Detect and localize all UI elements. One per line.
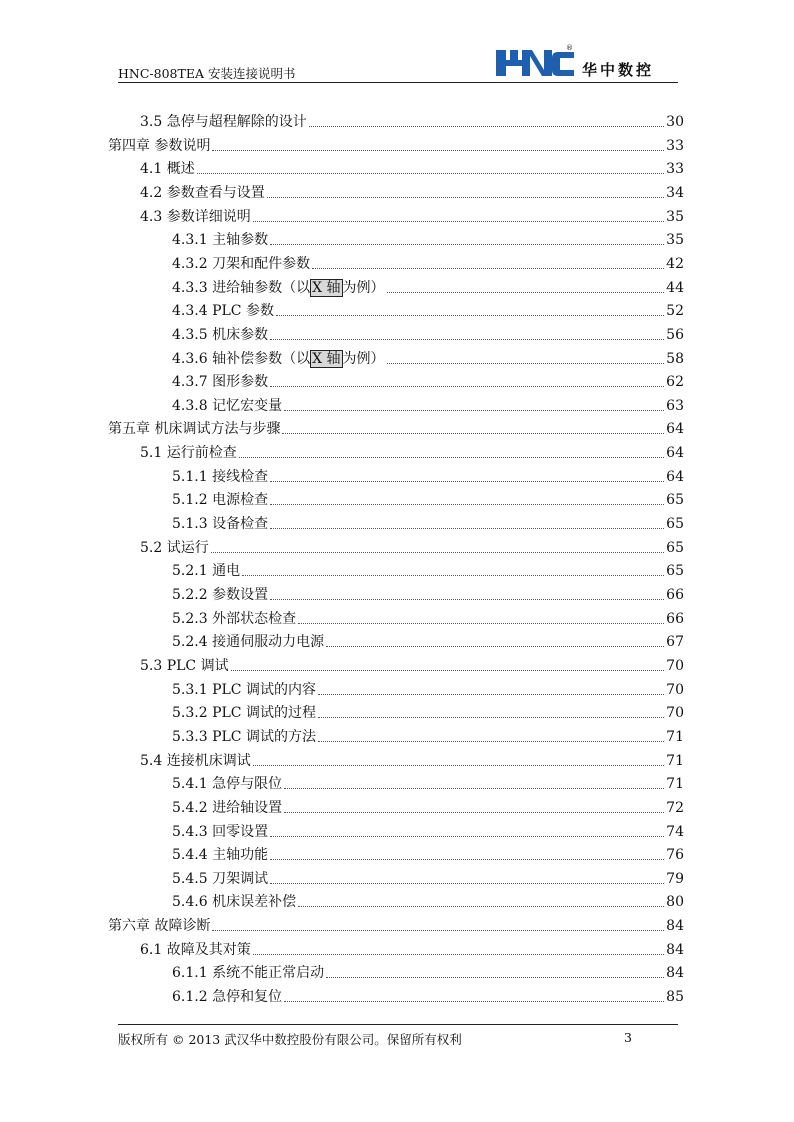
dot-leader <box>253 954 664 955</box>
toc-entry-page: 65 <box>666 516 684 533</box>
toc-entry-page: 71 <box>666 752 684 769</box>
toc-entry[interactable] <box>172 725 684 747</box>
toc-entry-label: 6.1.1 系统不能正常启动 <box>172 965 325 982</box>
hnc-logo-mark-icon <box>496 44 576 78</box>
dot-leader <box>284 410 664 411</box>
toc-entry-page: 64 <box>666 445 684 462</box>
toc-entry-page: 66 <box>666 610 684 627</box>
dot-leader <box>270 836 664 837</box>
toc-entry-page: 64 <box>666 468 684 485</box>
document-title: HNC-808TEA 安装连接说明书 <box>118 66 296 81</box>
dot-leader <box>231 670 665 671</box>
dot-leader <box>212 930 664 931</box>
toc-entry[interactable] <box>172 820 684 842</box>
toc-entry-page: 62 <box>666 374 684 391</box>
toc-entry[interactable] <box>172 796 684 818</box>
toc-entry-page: 84 <box>666 918 684 935</box>
toc-entry-label: 4.3.7 图形参数 <box>172 374 269 391</box>
toc-entry-page: 74 <box>666 823 684 840</box>
toc-entry-label: 4.3.1 主轴参数 <box>172 232 269 249</box>
toc-entry[interactable] <box>172 961 684 983</box>
toc-entry-label: 5.1 运行前检查 <box>140 445 237 462</box>
toc-entry-label: 5.3.1 PLC 调试的内容 <box>172 681 316 698</box>
toc-entry-label: 5.2.4 接通伺服动力电源 <box>172 634 325 651</box>
toc-entry-page: 58 <box>666 350 684 367</box>
toc-entry[interactable] <box>172 701 684 723</box>
header-rule <box>118 82 678 83</box>
toc-entry[interactable] <box>172 299 684 321</box>
toc-entry[interactable] <box>140 749 684 771</box>
toc-entry-label: 5.4.4 主轴功能 <box>172 847 269 864</box>
dot-leader <box>270 339 664 340</box>
toc-entry[interactable] <box>172 843 684 865</box>
toc-entry-label: 5.4 连接机床调试 <box>140 752 251 769</box>
dot-leader <box>270 528 664 529</box>
toc-entry-label: 4.1 概述 <box>140 161 195 178</box>
dot-leader <box>267 197 664 198</box>
toc-entry-page: 64 <box>666 421 684 438</box>
toc-entry[interactable] <box>172 867 684 889</box>
toc-entry[interactable] <box>140 205 684 227</box>
toc-entry[interactable] <box>172 985 684 1007</box>
toc-entry-page: 72 <box>666 799 684 816</box>
logo-text: 华中数控 <box>582 61 655 79</box>
dot-leader <box>284 812 664 813</box>
toc-entry[interactable] <box>172 559 684 581</box>
toc-entry-label: 5.4.5 刀架调试 <box>172 870 269 887</box>
toc-entry-label: 5.4.6 机床误差补偿 <box>172 894 297 911</box>
toc-entry-label: 4.3.8 记忆宏变量 <box>172 397 283 414</box>
footer-rule <box>118 1024 678 1025</box>
toc-entry-label: 5.2.3 外部状态检查 <box>172 610 297 627</box>
dot-leader <box>253 765 664 766</box>
dot-leader <box>270 481 664 482</box>
dot-leader <box>242 575 664 576</box>
dot-leader <box>270 504 664 505</box>
toc-entry-page: 35 <box>666 208 684 225</box>
toc-entry-page: 66 <box>666 587 684 603</box>
toc-entry-page: 63 <box>666 397 684 414</box>
page-number: 3 <box>624 1030 632 1045</box>
toc-entry[interactable] <box>172 347 684 369</box>
toc-entry[interactable] <box>108 914 684 936</box>
toc-entry-page: 34 <box>666 184 684 201</box>
toc-entry-label: 4.3 参数详细说明 <box>140 208 251 225</box>
toc-entry-page: 35 <box>666 232 684 249</box>
toc-entry-label: 4.3.6 轴补偿参数（以 X 轴 为例） <box>172 350 385 367</box>
copyright-text: 版权所有 © 2013 武汉华中数控股份有限公司。保留所有权利 <box>118 1032 462 1047</box>
toc-entry[interactable] <box>108 417 684 439</box>
toc-entry-page: 71 <box>666 728 684 745</box>
hnc-logo <box>496 40 681 82</box>
toc-entry[interactable] <box>172 276 684 298</box>
page-header <box>118 40 678 82</box>
dot-leader <box>211 552 664 553</box>
dot-leader <box>197 173 664 174</box>
dot-leader <box>270 859 664 860</box>
toc-entry[interactable] <box>172 370 684 392</box>
toc-entry-page: 52 <box>666 303 684 320</box>
toc-entry-page: 70 <box>666 705 684 722</box>
dot-leader <box>326 977 664 978</box>
toc-entry[interactable] <box>172 678 684 700</box>
toc-entry-label: 4.3.5 机床参数 <box>172 326 269 343</box>
toc-entry-page: 70 <box>666 657 684 674</box>
toc-entry-page: 33 <box>666 137 684 154</box>
toc-entry-page: 71 <box>666 776 684 793</box>
dot-leader <box>282 433 664 434</box>
dot-leader <box>270 883 664 884</box>
toc-entry-page: 67 <box>666 634 684 651</box>
toc-entry[interactable] <box>172 252 684 274</box>
toc-entry[interactable] <box>172 607 684 629</box>
dot-leader <box>270 599 664 600</box>
toc-entry-page: 76 <box>666 847 684 864</box>
toc-entry-page: 84 <box>666 941 684 958</box>
toc-entry[interactable] <box>172 228 684 250</box>
toc-entry-label: 5.1.2 电源检查 <box>172 492 269 509</box>
toc-entry-label: 5.3.2 PLC 调试的过程 <box>172 705 316 722</box>
toc-entry-label: 5.4.2 进给轴设置 <box>172 799 283 816</box>
toc-entry-label: 第五章 机床调试方法与步骤 <box>108 421 281 438</box>
toc-entry[interactable] <box>172 465 684 487</box>
toc-entry-page: 30 <box>666 114 684 130</box>
toc-entry-label: 5.3 PLC 调试 <box>140 657 229 674</box>
highlighted-term: X 轴 <box>312 279 341 296</box>
toc-entry[interactable] <box>140 654 684 676</box>
toc-entry-page: 85 <box>666 989 684 1006</box>
dot-leader <box>298 623 664 624</box>
dot-leader <box>253 221 664 222</box>
toc-entry-page: 65 <box>666 539 684 556</box>
toc-entry[interactable] <box>172 890 684 912</box>
toc-entry-label: 5.2.1 通电 <box>172 563 241 580</box>
toc-entry-label: 4.3.3 进给轴参数（以 X 轴 为例） <box>172 279 385 296</box>
toc-entry-page: 44 <box>666 279 684 296</box>
dot-leader <box>276 315 664 316</box>
toc-entry-label: 5.4.3 回零设置 <box>172 823 269 840</box>
dot-leader <box>309 126 664 127</box>
toc-entry[interactable] <box>140 938 684 960</box>
toc-entry[interactable] <box>108 134 684 156</box>
toc-entry[interactable] <box>140 110 684 132</box>
toc-entry-label: 第六章 故障诊断 <box>108 918 211 935</box>
dot-leader <box>318 694 664 695</box>
dot-leader <box>387 363 665 364</box>
dot-leader <box>270 244 664 245</box>
toc-entry[interactable] <box>172 488 684 510</box>
toc-entry[interactable] <box>172 772 684 794</box>
toc-entry-page: 84 <box>666 965 684 982</box>
dot-leader <box>239 457 664 458</box>
toc-entry-label: 6.1 故障及其对策 <box>140 941 251 958</box>
toc-entry-label: 5.2 试运行 <box>140 539 209 556</box>
toc-entry-label: 5.4.1 急停与限位 <box>172 776 283 793</box>
toc-entry-page: 80 <box>666 894 684 911</box>
toc-entry-label: 5.2.2 参数设置 <box>172 587 269 603</box>
dot-leader <box>318 717 664 718</box>
toc-entry[interactable] <box>172 583 684 605</box>
dot-leader <box>284 788 664 789</box>
dot-leader <box>387 292 665 293</box>
highlighted-term: X 轴 <box>312 350 341 367</box>
registered-mark: ® <box>566 44 573 52</box>
dot-leader <box>212 150 664 151</box>
toc-entry-label: 第四章 参数说明 <box>108 137 211 154</box>
toc-entry[interactable] <box>140 536 684 558</box>
dot-leader <box>312 268 664 269</box>
toc-entry[interactable] <box>140 181 684 203</box>
toc-entry[interactable] <box>172 394 684 416</box>
toc-entry-page: 33 <box>666 161 684 178</box>
toc-entry-label: 5.1.1 接线检查 <box>172 468 269 485</box>
toc-entry-label: 5.1.3 设备检查 <box>172 516 269 533</box>
toc-entry-label: 5.3.3 PLC 调试的方法 <box>172 728 316 745</box>
toc-entry-page: 79 <box>666 870 684 887</box>
toc-entry-label: 6.1.2 急停和复位 <box>172 989 283 1006</box>
toc-entry-page: 42 <box>666 255 684 272</box>
toc-entry-page: 65 <box>666 492 684 509</box>
dot-leader <box>270 386 664 387</box>
toc-entry-label: 4.3.2 刀架和配件参数 <box>172 255 311 272</box>
toc-entry-page: 65 <box>666 563 684 580</box>
dot-leader <box>298 906 664 907</box>
dot-leader <box>318 741 664 742</box>
toc-entry[interactable] <box>172 323 684 345</box>
toc-entry-page: 56 <box>666 326 684 343</box>
toc-entry[interactable] <box>172 630 684 652</box>
toc-entry-label: 4.2 参数查看与设置 <box>140 184 265 201</box>
toc-entry-page: 70 <box>666 681 684 698</box>
dot-leader <box>326 646 664 647</box>
toc-entry[interactable] <box>172 512 684 534</box>
dot-leader <box>284 1001 664 1002</box>
toc-entry-label: 4.3.4 PLC 参数 <box>172 303 274 320</box>
toc-entry[interactable] <box>140 157 684 179</box>
toc-entry-label: 3.5 急停与超程解除的设计 <box>140 114 307 130</box>
toc-entry[interactable] <box>140 441 684 463</box>
